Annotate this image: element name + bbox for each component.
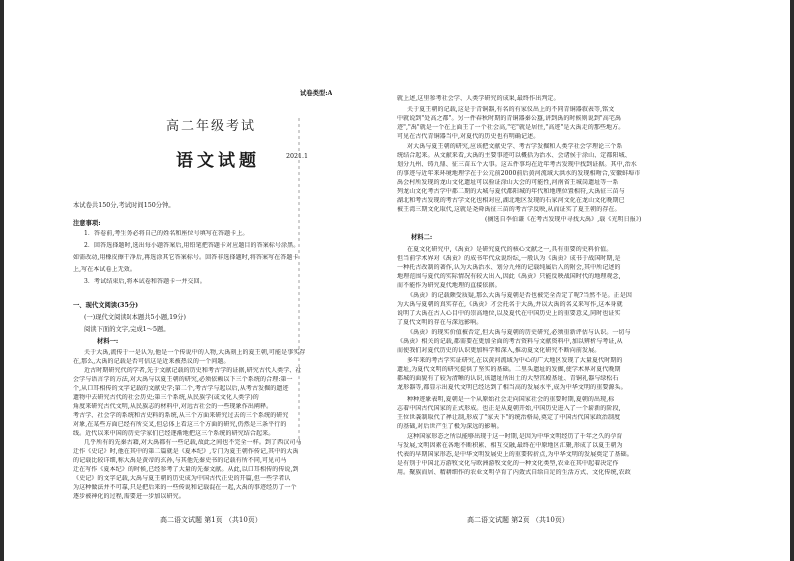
- text-line: 代表的早期国家形态,是中华文明发展史上的重要转折点,为中华文明的发展奠定了基础。: [397, 451, 633, 458]
- notice-heading: 注意事项:: [73, 220, 101, 227]
- paper-type-label: 试卷类型:A: [300, 90, 333, 97]
- notice-item: 2．回答选择题时,选出每小题答案后,用铅笔把答题卡对应题目的答案标号涂黑。: [84, 242, 300, 249]
- text-line: 几乎所有的先秦古籍,对大禹都有一些记载,故此之间也不完全一样。到了西汉司马: [84, 439, 302, 446]
- subsection1-heading: (一)现代文阅读Ⅰ(本题共5小题,19分): [84, 314, 186, 321]
- subject-title: 语文试题: [176, 151, 260, 171]
- binding-margin-line: [298, 118, 300, 448]
- text-line: 统结合起来。从文献来看,大禹的主要事迹可以概括为治水、会诸侯于涂山、定都阳城、: [397, 152, 631, 159]
- text-line: 《史记》的文字记载,大禹与夏王朝的历史成为中国古代正史的开篇,但一些学者认: [73, 475, 291, 482]
- text-line: 用。聚族而居、精耕细作的农业文明孕育了内敛式自给自足的生活方式、文化传统,农政: [397, 469, 631, 476]
- material2-heading: 材料二:: [411, 234, 433, 241]
- text-line: 为大禹与夏朝的真实存在,《禹贡》才会托名于大禹,并以大禹的名义来写作,这本身就: [397, 301, 623, 308]
- text-line: 这种国家形态之所以能够出现于这一时期,是因为中华文明经历了千年之久的孕育: [407, 433, 623, 440]
- text-line: 多年来的考古学实证研究,在以黄河流域为中心的广大地区发现了大量夏代时期的: [407, 357, 623, 364]
- text-line: 关于夏王朝的记载,这是于青铜器,有名的有家仪出上的不同青铜器叙表等,铭文: [407, 106, 615, 113]
- text-line: 遗址,为夏代文明的研究提供了坚实的基础。二里头遗址的发掘,使学术界对夏代晚期: [397, 366, 621, 373]
- intro-text: 本试卷共150分,考试时间150分钟。: [73, 202, 175, 209]
- text-line: 在夏文化研究中,《禹贡》是研究夏代的核心文献之一,具有重要的史料价值。: [407, 246, 613, 253]
- text-line: 与发展,文明因素在各地不断积累、相互交融,最终在中原地区汇聚,形成了以夏王朝为: [397, 442, 623, 449]
- text-line: 王位世袭制取代了禅让制,形成了"家天下"的统治格局,奠定了中国古代国家政治制度: [397, 414, 621, 421]
- page-footer: 高二语文试题 第2页 （共10页）: [467, 516, 569, 524]
- notice-item: 如需改动,用橡皮擦干净后,再选涂其它答案标号。回答非选择题时,将答案写在答题卡: [73, 254, 299, 261]
- text-line: 考古学、社会学的系统和古史料的系统,从三个方面来研究过去的三个系统的研究: [73, 412, 289, 419]
- text-line: 《禹贡》的记载颇受质疑,那么大禹与夏朝是否也被完全否定了呢?当然不是。正是因: [407, 292, 632, 299]
- notice-item: 1．答卷前,考生务必将自己的姓名和座位号填写在答题卡上。: [84, 230, 249, 237]
- text-line: 禹会村所发现的龙山文化遗址可以验证涂山大会的可能性,河南省王城岗遗址等一系: [397, 179, 619, 186]
- text-line: 在,那么,大禹的记载是否可信这是近来被热议的一个问题。: [73, 358, 230, 365]
- section1-heading: 一、现代文阅读(35分): [73, 302, 139, 309]
- text-line: 关于大禹,流传于一是认为,他是一个传说中的人物,大禹刻上的夏王朝,可能是事实存: [84, 349, 306, 356]
- text-line: 《禹贡》相关的记载,都需要在更加全面的考古资料与文献资料中,加以辨析与考证,从: [397, 338, 623, 345]
- page-footer: 高二语文试题 第1页 （共10页）: [160, 516, 262, 524]
- text-line: 种种迹象表明,夏朝是一个从原始社会走向国家社会的重要时期,夏朝的出现,标: [407, 396, 615, 403]
- notice-item: 3．考试结束后,将本试卷和答题卡一并交回。: [84, 278, 206, 285]
- text-line: 线。近代以来中国的历史学家们已经逐渐地把这三个系统的研究结合起来。: [73, 430, 275, 437]
- exam-page-2: [397, 0, 794, 561]
- text-line: 《禹贡》的现实价值被否定,但大禹与夏朝的历史研究,必须重新评估与认识。一切与: [407, 329, 631, 336]
- text-line: 可见在古代青铜器当中,对夏代的历史也有明确记述。: [397, 133, 540, 140]
- text-line: 角度来研究古代文明,从民族志的材料中,对远古社会的一些现象作出阐释。: [73, 403, 273, 410]
- text-line: 了夏代文明的存在与深远影响。: [397, 319, 483, 326]
- text-line: 就上述,这里参考社会学、人类学研究的成果,最终作出判定。: [397, 95, 560, 102]
- text-line: 近古时期研究代的学者,先于文献记载的历史和考古学的证据,研究古代人类学、社: [84, 367, 302, 374]
- text-line: 划分九州、铸九鼎、征三苗五个大事。这五件事均在近年考古发现中找到证据。其中,治水: [397, 161, 637, 168]
- text-line: 被王湾三期文化取代,这就是尧舜禹征三苗的考古学反映,从而证实了夏王朝的存在。: [397, 206, 621, 213]
- text-line: 的记载比较详细,称大禹是黄帝的玄孙,与其他先秦史书的记载有所不同,可见司马: [73, 457, 287, 464]
- text-line: 逐步被神化的过程,需要进一步加以研究。: [73, 493, 185, 500]
- exam-date: 2021.1: [286, 153, 309, 160]
- text-line: 是有别于中国北方游牧文化与欧洲游牧文化的一种文化类型,农业在其中起着决定作: [397, 460, 619, 467]
- text-line: 一种托古改制的著作,认为大禹治水、划分九州的记载纯属后人的附会,其中所记述的: [397, 264, 621, 271]
- exam-title: 高二年级考试: [166, 119, 257, 134]
- notice-item: 上,写在本试卷上无效。: [73, 266, 137, 273]
- text-line: 都城的面貌有了较为清晰的认识,该遗址所出土的大型宫殿基址、青铜礼器与绿松石: [397, 375, 619, 382]
- text-line: 对大禹与夏王朝的研究,应该把文献史学、考古学发掘和人类学社会学理论三个系: [407, 143, 623, 150]
- source-citation: (摘选自李伯谦《在考古发现中寻找大禹》,载《光明日报》): [485, 216, 642, 223]
- text-line: 的基础,对后世产生了极为深远的影响。: [397, 423, 503, 430]
- text-line: 而使我们对夏代历史的认识更加科学和深入,推动夏文化研究不断向前发展。: [397, 347, 601, 354]
- text-line: 个,从口耳相传的文字记载的文献史学;第二个,考古学与起以后,从考古发掘的遗迹: [73, 385, 289, 392]
- text-line: 对象,在某些方面已经有所交叉,但总体上看这三个方面的研究,仍然是三条平行的: [73, 421, 287, 428]
- text-line: 志着中国古代国家的正式形成。也正是从夏朝开始,中国历史进入了一个崭新的阶段,: [397, 405, 621, 412]
- reading-instruction: 阅读下面的文字,完成1～5题。: [84, 326, 170, 333]
- text-line: 列龙山文化考古学中都二期的大城与夏代都阳城的年代和地理位置相符,大禹征三苗与: [397, 188, 625, 195]
- text-line: 中就说到"处高之都"。另一件春秋时期的青铜器秦公簋,讲到禹的时候则说到"高宅禹: [397, 115, 622, 122]
- text-line: 遗物中去研究古代的社会历史;第三个系统,从民族学(或文化人类学)的: [73, 394, 259, 401]
- text-line: 龙形器等,都显示出夏代文明已经达到了相当高的发展水平,成为中华文明的重要源头。: [397, 384, 627, 391]
- text-line: 迁在写作《夏本纪》的时候,已经参考了大量的先秦文献。从此,以口耳相传的传说,到: [73, 466, 299, 473]
- text-line: 迹","禹"就是一个在上面王了一个社会高,"宅"就是居住,"高迹"是大禹走的那些地方。: [397, 124, 625, 131]
- text-line: 的事迹与近年来环境地理学在于公元前2000前后黄河流域大洪水的发现相吻合,安徽蚌埠市: [397, 170, 641, 177]
- text-line: 为这种做法并不可靠,只是把后来的一些传说和记载混在一起,大禹的事迹经历了一个: [73, 484, 297, 491]
- text-line: 迁作《史记》时,他在其中的第二篇就是《夏本纪》,专门为夏王朝作传记,其中的大禹: [73, 448, 299, 455]
- text-line: 地理范围与夏代的实际情况有较大出入,因此《禹贡》只能反映战国时代的地理观念,: [397, 273, 621, 280]
- text-line: 而不能作为研究夏代地理的直接依据。: [397, 282, 501, 289]
- text-line: 湖北和考古发现的考古学文化也相对应,湖北地区发现的石家河文化在龙山文化晚期已: [397, 197, 625, 204]
- material1-heading: 材料一:: [97, 338, 119, 345]
- text-line: 但当前学术界对《禹贡》的成书年代众说纷纭,一般认为《禹贡》成书于战国时期,是: [397, 255, 621, 262]
- text-line: 说明了大禹在古人心目中的崇高地位,以及夏代在中国历史上的重要意义,同时也证实: [397, 310, 621, 317]
- text-line: 会学与语言学的方法,对大禹与以夏王朝的研究,必须依赖以下三个系统的合理:第一: [73, 376, 293, 383]
